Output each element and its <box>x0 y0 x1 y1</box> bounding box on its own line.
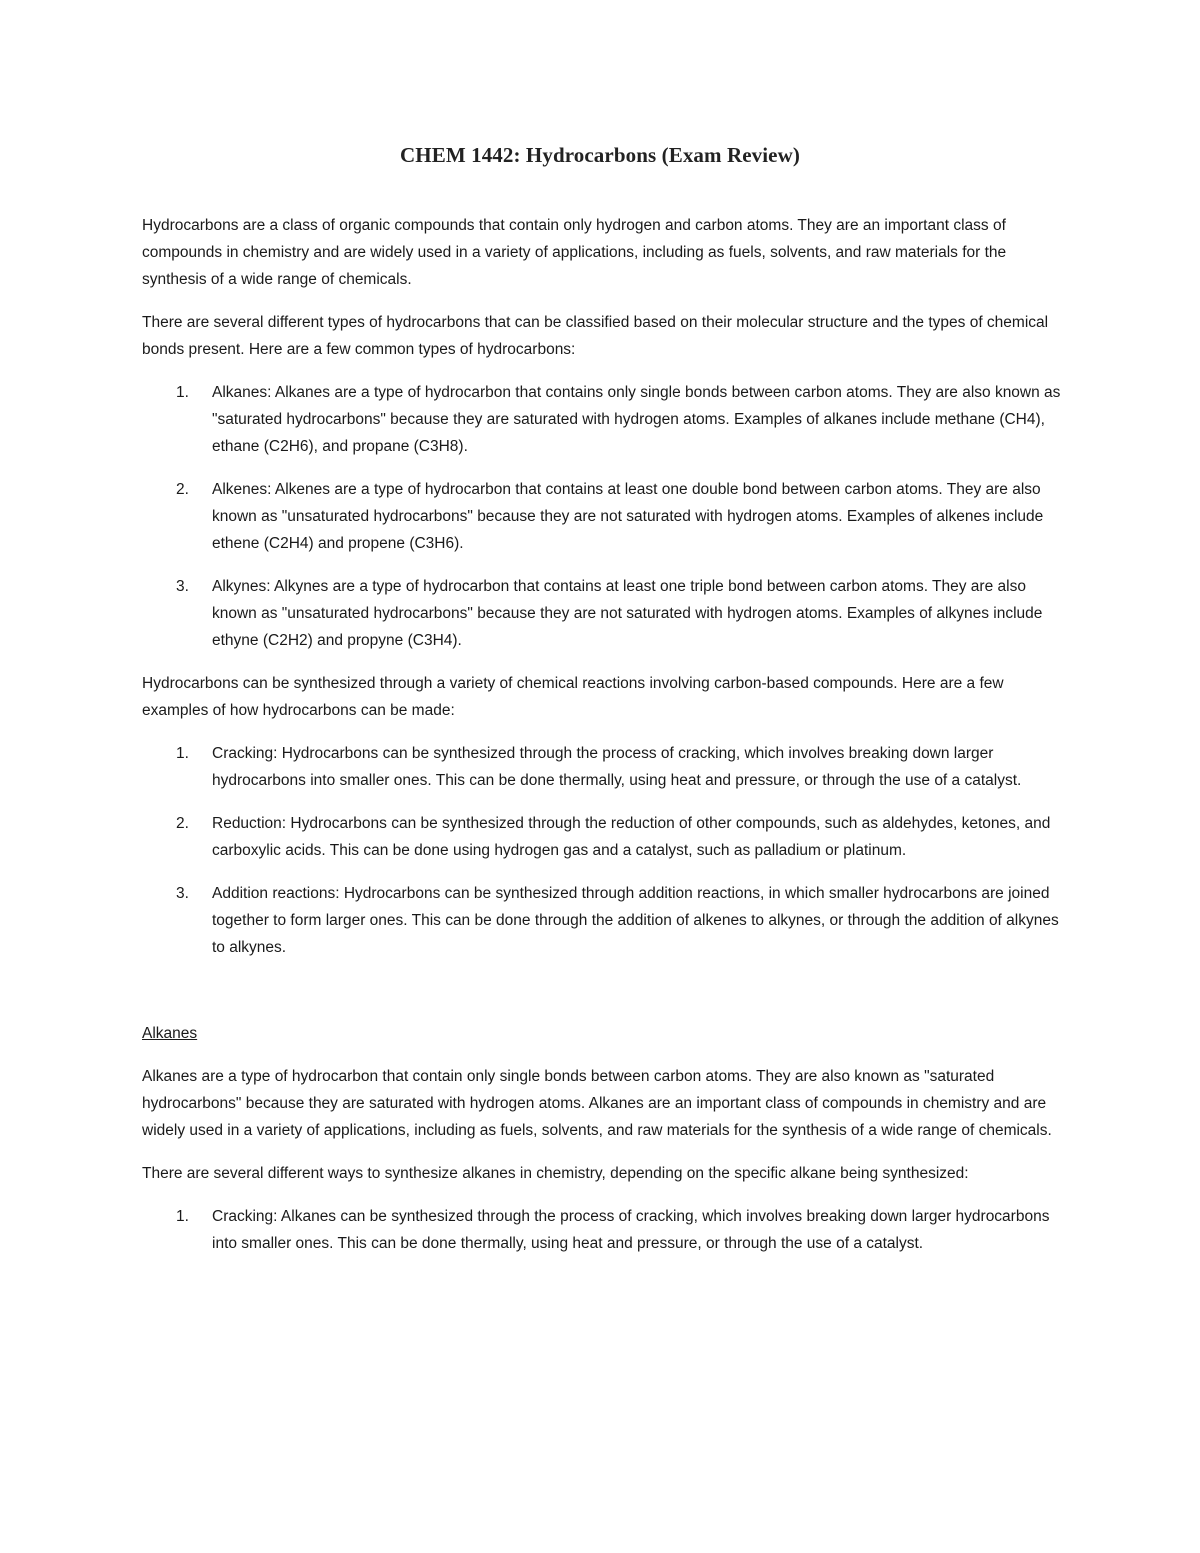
list-number: 3. <box>176 578 189 595</box>
list-item <box>142 476 1067 557</box>
alkanes-heading: Alkanes <box>142 1025 198 1042</box>
alkanes-paragraph: Alkanes are a type of hydrocarbon that contain only single bonds between carbon atoms. They are also known as "saturated hydrocarbons" because they are saturated with hydrogen atoms. Alkanes are an important class of compounds in chemistry and are widely used in a variety of applications, including as fuels, solvents, and raw materials for the synthesis of a wide range of chemicals. <box>142 1068 1052 1139</box>
list-number: 2. <box>176 815 189 832</box>
alkanes-synthesis-paragraph: There are several different ways to synthesize alkanes in chemistry, depending on the specific alkane being synthesized: <box>142 1165 969 1182</box>
section-spacer <box>142 977 1067 1020</box>
list-item-text: Cracking: Hydrocarbons can be synthesized through the process of cracking, which involves breaking down larger hydrocarbons into smaller ones. This can be done thermally, using heat and pressure, or through the use of a catalyst. <box>212 745 1022 789</box>
list-item-text: Alkanes: Alkanes are a type of hydrocarbon that contains only single bonds between carbon atoms. They are also known as "saturated hydrocarbons" because they are saturated with hydrogen atoms. Examples of alkanes include methane (CH4), ethane (C2H6), and propane (C3H8). <box>212 384 1061 455</box>
list-item <box>142 573 1067 654</box>
list-item-text: Alkenes: Alkenes are a type of hydrocarbon that contains at least one double bond between carbon atoms. They are also known as "unsaturated hydrocarbons" because they are not saturated with hydrogen atoms. Examples of alkenes include ethene (C2H4) and propene (C3H6). <box>212 481 1044 552</box>
list-item-text: Addition reactions: Hydrocarbons can be synthesized through addition reactions, in which smaller hydrocarbons are joined together to form larger ones. This can be done through the addition of alkenes to alkynes, or through the addition of alkynes to alkynes. <box>212 885 1059 956</box>
synthesis-paragraph: Hydrocarbons can be synthesized through a variety of chemical reactions involving carbon-based compounds. Here are a few examples of how hydrocarbons can be made: <box>142 675 1004 719</box>
list-number: 1. <box>176 384 189 401</box>
list-item <box>142 740 1067 794</box>
list-item <box>142 379 1067 460</box>
document-body <box>142 212 1067 1273</box>
hydrocarbon-types-list <box>142 379 1067 654</box>
list-number: 1. <box>176 1208 189 1225</box>
types-paragraph: There are several different types of hydrocarbons that can be classified based on their molecular structure and the types of chemical bonds present. Here are a few common types of hydrocarbons: <box>142 314 1049 358</box>
list-item-text: Cracking: Alkanes can be synthesized through the process of cracking, which involves breaking down larger hydrocarbons into smaller ones. This can be done thermally, using heat and pressure, or through the use of a catalyst. <box>212 1208 1050 1252</box>
intro-paragraph: Hydrocarbons are a class of organic compounds that contain only hydrogen and carbon atoms. They are an important class of compounds in chemistry and are widely used in a variety of applications, including as fuels, solvents, and raw materials for the synthesis of a wide range of chemicals. <box>142 217 1007 288</box>
list-item-text: Reduction: Hydrocarbons can be synthesized through the reduction of other compounds, such as aldehydes, ketones, and carboxylic acids. This can be done using hydrogen gas and a catalyst, such as palladium or platinum. <box>212 815 1051 859</box>
list-number: 1. <box>176 745 189 762</box>
list-number: 2. <box>176 481 189 498</box>
synthesis-methods-list <box>142 740 1067 961</box>
list-item-text: Alkynes: Alkynes are a type of hydrocarbon that contains at least one triple bond between carbon atoms. They are also known as "unsaturated hydrocarbons" because they are not saturated with hydrogen atoms. Examples of alkynes include ethyne (C2H2) and propyne (C3H4). <box>212 578 1043 649</box>
list-number: 3. <box>176 885 189 902</box>
list-item <box>142 880 1067 961</box>
alkanes-synthesis-list <box>142 1203 1067 1257</box>
list-item <box>142 810 1067 864</box>
page-title: CHEM 1442: Hydrocarbons (Exam Review) <box>400 143 800 167</box>
list-item <box>142 1203 1067 1257</box>
